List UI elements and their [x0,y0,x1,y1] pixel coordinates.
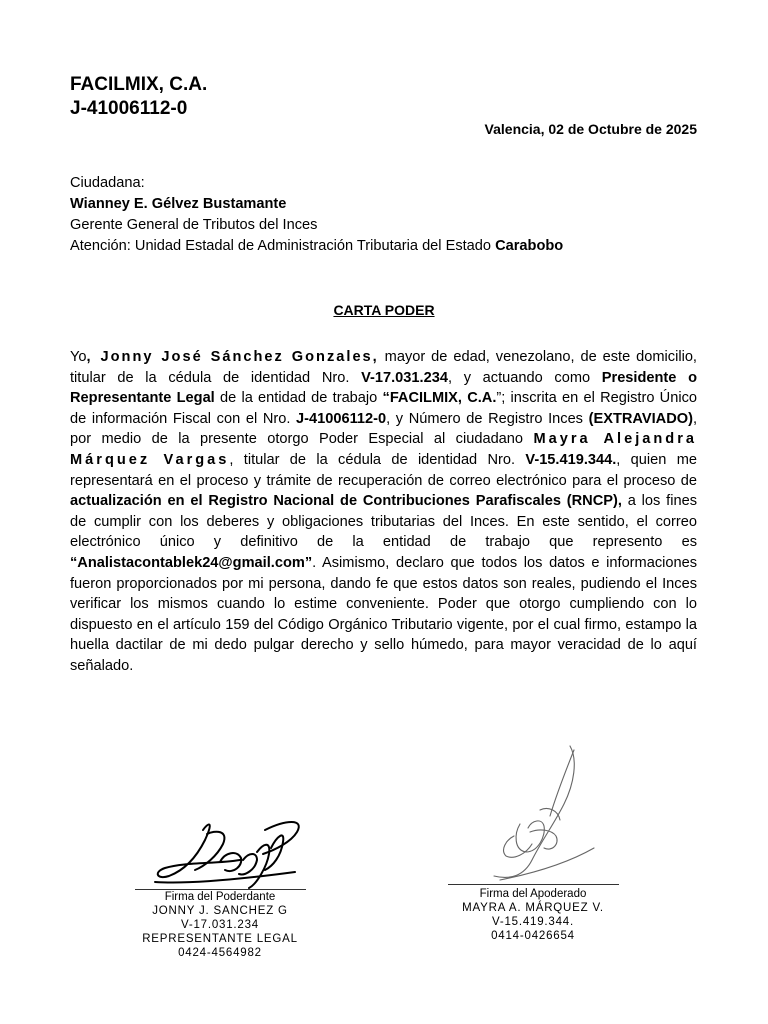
recipient-attention [70,236,563,257]
grantor-printed-id: V-17.031.234 [180,919,260,931]
body-paragraph [70,347,697,677]
attorney-signature-line [448,884,619,885]
grantor-printed-role: REPRESENTANTE LEGAL [142,933,298,945]
grantor-signature-block [120,890,320,960]
body-text: de la entidad de trabajo [214,390,383,407]
company-name-quote: “FACILMIX, C.A. [382,390,497,407]
recipient-block [70,173,563,257]
salutation: Ciudadana: [70,175,145,191]
grantor-caption: Firma del Poderdante [164,891,276,903]
body-text: , por medio de la presente otorgo Poder Especial al ciudadano [70,410,698,448]
rncp-process: actualización en el Registro Nacional de Contribuciones Parafiscales (RNCP), [70,493,622,510]
recipient-position: Gerente General de Tributos del Inces [70,217,318,233]
body-text: , y actuando como [447,369,602,386]
email-address: “Analistacontablek24@gmail.com” [70,554,313,571]
recipient-name: Wianney E. Gélvez Bustamante [70,196,287,212]
body-text: , titular de la cédula de identidad Nro. [229,451,526,468]
company-rif-ref: J-41006112-0 [296,410,387,427]
attorney-name: Mayra Alejandra Márquez Vargas [70,431,697,468]
grantor-printed-name: JONNY J. SANCHEZ G [152,905,288,917]
company-name: FACILMIX, C.A. [70,74,208,95]
company-header [70,73,207,121]
attorney-id: V-15.419.344. [525,451,617,468]
body-text: ”; inscrita en el Registro Único de información Fiscal con el Nro. [70,390,697,427]
attorney-signature-block [433,887,633,943]
attorney-printed-id: V-15.419.344. [491,916,575,928]
body-text: . Asimismo, declaro que todos los datos e informaciones fueron proporcionados por mi persona, dando fe que estos datos son reales, pudiendo el Inces verificar los mismos cuando lo estime conveniente. Poder que otorgo cumpliendo con lo dispuesto en el artículo 159 del Código Orgánico Tributario vigente, por el cual firmo, estampo la huella dactilar de mi dedo pulgar derecho y sello húmedo, para mayor veracidad de lo aquí señalado. [70,554,697,674]
body-text: Yo [70,349,87,365]
grantor-signature [145,800,315,895]
body-text: , y Número de Registro Inces [386,410,589,427]
attorney-printed-name: MAYRA A. MÁRQUEZ V. [462,902,604,914]
body-text: a los fines de cumplir con los deberes y obligaciones tributarias del Inces. En este sentido, el correo electrónico único y definitivo de la entidad de trabajo que represento es [70,493,697,551]
grantor-id: V-17.031.234 [361,369,448,386]
attorney-phone: 0414-0426654 [491,930,575,942]
document-title: CARTA PODER [333,302,435,318]
grantor-phone: 0424-4564982 [178,947,262,959]
attention-state: Carabobo [495,238,564,254]
inces-registry-status: (EXTRAVIADO) [588,410,693,427]
letter-date: Valencia, 02 de Octubre de 2025 [484,121,697,137]
attention-text: Atención: Unidad Estadal de Administración Tributaria del Estado [70,238,496,254]
grantor-name: , Jonny José Sánchez Gonzales, [86,349,379,365]
body-text: , quien me representará en el proceso y trámite de recuperación de correo electrónico para el proceso de [70,451,697,489]
grantor-role: Presidente o Representante Legal [70,369,697,407]
company-rif: J-41006112-0 [70,98,188,119]
body-text: mayor de edad, venezolano, de este domicilio, titular de la cédula de identidad Nro. [70,349,697,386]
attorney-caption: Firma del Apoderado [479,888,587,900]
attorney-signature [470,740,610,885]
